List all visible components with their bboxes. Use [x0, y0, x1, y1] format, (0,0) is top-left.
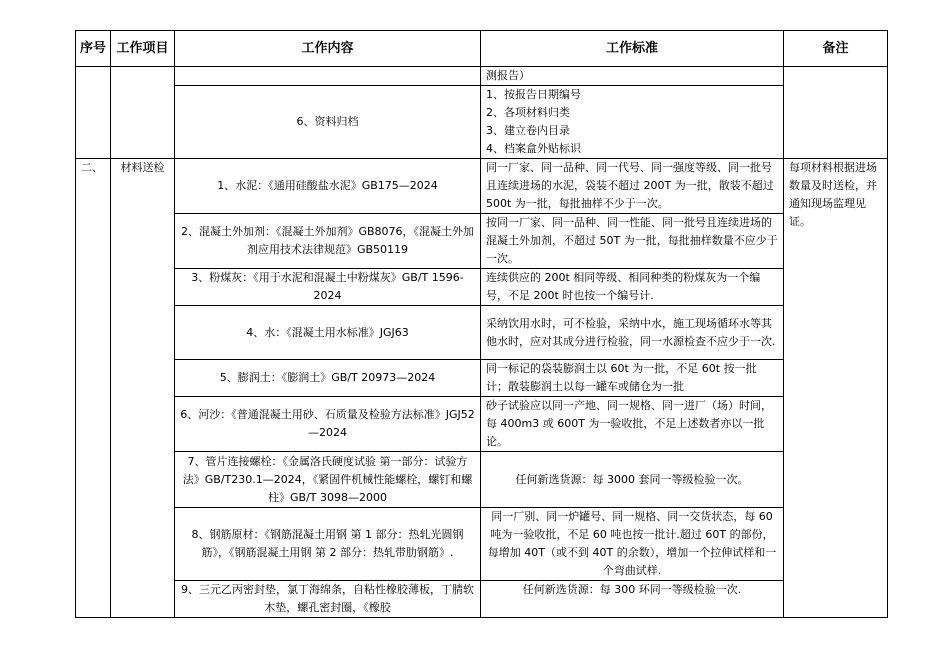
content-cell-empty — [175, 67, 481, 86]
table-row — [76, 269, 888, 306]
header-index: 序号 — [76, 31, 111, 67]
standard-cell: 砂子试验应以同一产地、同一规格、同一进厂（场）时间，每 400m3 或 600T 为一验收批，不足上述数者亦以一批论。 — [481, 397, 784, 452]
section-item: 材料送检 — [111, 159, 175, 618]
content-cell: 4、水：《混凝土用水标准》JGJ63 — [175, 306, 481, 360]
table-row — [76, 67, 888, 86]
table-header-row — [76, 31, 888, 67]
content-cell: 2、混凝土外加剂：《混凝土外加剂》GB8076，《混凝土外加剂应用技术法律规范》GB50119 — [175, 214, 481, 269]
archive-standard-item: 1、按报告日期编号 — [486, 88, 581, 101]
standard-cell: 任何新选货源：每 300 环同一等级检验一次. — [481, 581, 784, 618]
item-cell-empty — [111, 67, 175, 159]
header-remark: 备注 — [784, 31, 888, 67]
content-cell: 7、管片连接螺栓：《金属洛氏硬度试验 第一部分：试验方法》GB/T230.1—2024，《紧固件机械性能螺栓，螺钉和螺柱》GB/T 3098—2000 — [175, 452, 481, 508]
table-row — [76, 360, 888, 397]
table-row — [76, 581, 888, 618]
archive-standard-item: 3、建立卷内目录 — [486, 124, 570, 137]
standard-continuation: 测报告） — [481, 67, 784, 86]
header-standard: 工作标准 — [481, 31, 784, 67]
content-cell: 3、粉煤灰：《用于水泥和混凝土中粉煤灰》GB/T 1596-2024 — [175, 269, 481, 306]
content-cell: 9、三元乙丙密封垫，氯丁海绵条，自粘性橡胶薄板，丁腈软木垫，螺孔密封圈，《橡胶 — [175, 581, 481, 618]
content-cell: 6、河沙：《普通混凝土用砂、石质量及检验方法标准》JGJ52—2024 — [175, 397, 481, 452]
standard-cell: 同一标记的袋装膨润土以 60t 为一批，不足 60t 按一批计；散装膨润土以每一罐车或储仓为一批 — [481, 360, 784, 397]
standard-cell: 采纳饮用水时，可不检验，采纳中水，施工现场循环水等其他水时，应对其成分进行检验，同一水源检查不应少于一次. — [481, 306, 784, 360]
standard-cell: 同一厂别、同一炉罐号、同一规格、同一交货状态，每 60 吨为一验收批，不足 60 吨也按一批计.超过 60T 的部份，每增加 40T（或不到 40T 的余数），增加一个拉伸试样和一个弯曲试样. — [481, 508, 784, 581]
standard-archive — [481, 86, 784, 159]
content-archive: 6、资料归档 — [175, 86, 481, 159]
content-cell: 8、钢筋原材：《钢筋混凝土用钢 第 1 部分：热轧光圆钢筋》，《钢筋混凝土用钢 第 2 部分：热轧带肋钢筋》. — [175, 508, 481, 581]
table-row — [76, 159, 888, 214]
section-index: 二、 — [76, 159, 111, 618]
header-content: 工作内容 — [175, 31, 481, 67]
archive-standard-item: 2、各项材料归类 — [486, 106, 570, 119]
table-row — [76, 214, 888, 269]
header-item: 工作项目 — [111, 31, 175, 67]
standard-cell: 按同一厂家、同一品种、同一性能、同一批号且连续进场的混凝土外加剂，不超过 50T 为一批，每批抽样数量不应少于一次。 — [481, 214, 784, 269]
table-row — [76, 86, 888, 159]
table-row — [76, 452, 888, 508]
table-row — [76, 397, 888, 452]
archive-standard-item: 4、档案盒外贴标识 — [486, 142, 581, 155]
standard-cell: 同一厂家、同一品种、同一代号、同一强度等级、同一批号且连续进场的水泥，袋装不超过 200T 为一批，散装不超过 500t 为一批，每批抽样不少于一次。 — [481, 159, 784, 214]
standard-cell: 连续供应的 200t 相同等级、相同种类的粉煤灰为一个编号，不足 200t 时也按一个编号计. — [481, 269, 784, 306]
table-row — [76, 508, 888, 581]
section-remark: 每项材料根据进场数量及时送检，并通知现场监理见证。 — [784, 159, 888, 618]
remark-cell-empty — [784, 67, 888, 159]
content-cell: 5、膨润土：《膨润土》GB/T 20973—2024 — [175, 360, 481, 397]
index-cell-empty — [76, 67, 111, 159]
work-standard-table — [75, 30, 888, 618]
standard-cell: 任何新选货源：每 3000 套同一等级检验一次。 — [481, 452, 784, 508]
content-cell: 1、水泥：《通用硅酸盐水泥》GB175—2024 — [175, 159, 481, 214]
table-row — [76, 306, 888, 360]
